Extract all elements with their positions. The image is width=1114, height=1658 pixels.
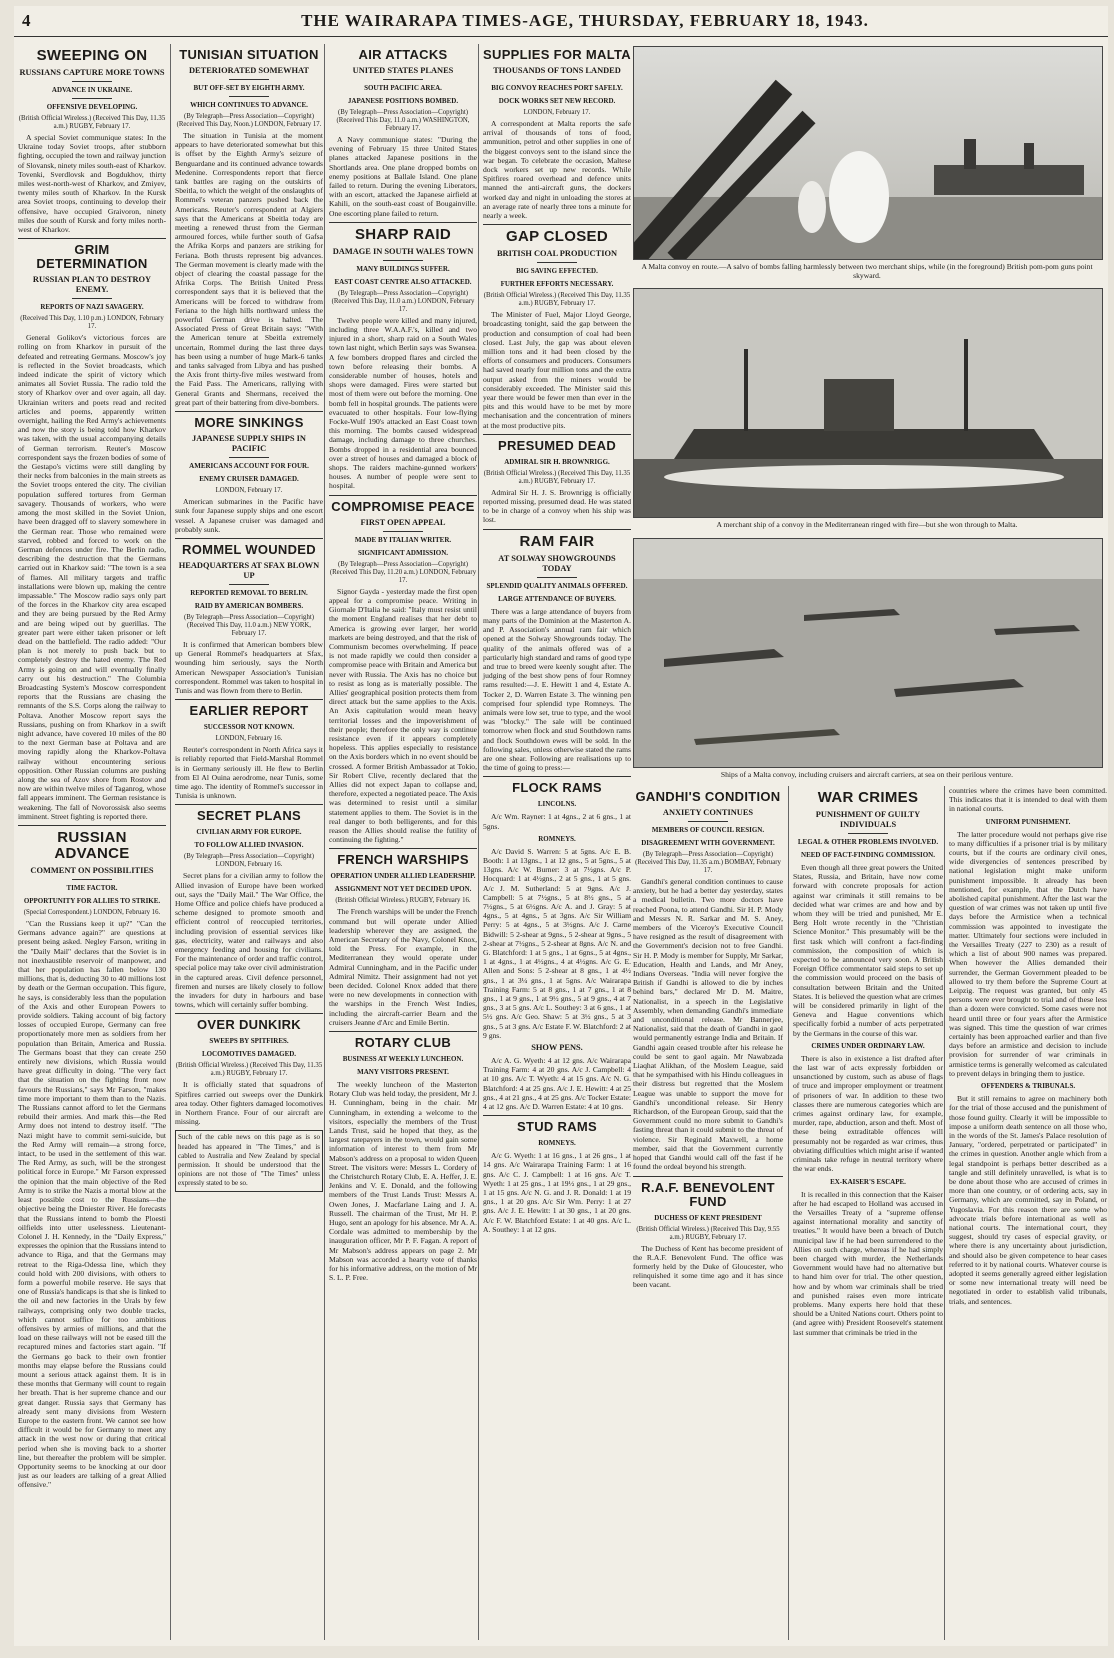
article-body: "Can the Russians keep it up?" "Can the Germans advance again?" are questions at present being asked. Negley Farson, writing in the "Daily Mail" declares that the Soviet is in not inexhaustible reservoir of manpower, and that her population has fallen below 130 millions, that is, deducting 30 to 40 millions lost by death or the German occupation. This figure, he says, is considerably less than the population of the Axis and other European Powers to provide soldiers. Taking account of big factory losses of occupied Europe, Germany can free proportionately more men as soldiers from her population than Britain, America and Russia. The Germans boast that they can create 250 entirely new divisions, which Russia would have great difficulty in doing. "The very fact that the situation on the fighting front now favours the Russians," says Mr Farson, "makes time more important to them than to the Nazis. The Russians cannot afford to let the Germans rebuild their armies. And mark this—the Red Army does not intend to destroy itself. "The Nazi might have to commit semi-suicide, but the Red Army will remain—a strong force, intact, to be used in the settlement of this war. The Red Army, as such, will be the strongest political force in Europe." Mr Farson expressed the opinion that the main objective of the Red Army is to strike the Nazis a mortal blow at the least possible cost to the Russians—the objective being the Dniester River. He forecasts that the Russians intend to bomb the Ploesti oilfields into utter uselessness. Lieutenant-Colonel J. H. Kennedy, in the "Daily Express," expresses the opinion that the Russians intend to advance to Riga, and that the Germans may retreat to the Riga-Odessa line, which they could hold with 200 divisions, with others to form a powerful mobile reserve. He says that one of Russia's handicaps is that she is linked to the oil and new factories in the Urals by few railways, comprising only two double tracks, which cannot suffice for too ambitious offensives by armies of millions, and that the load on these railways will not be eased till the recaptured mines and factories start again. "If the Germans go back to their own frontier months may elapse before the Russians could mount a serious attack against them. It is in these months that Germany will count to regain her breath. That is her supreme chance and our great danger. Russia says that Germany has already sent many divisions from Western Europe to the eastern front. We cannot see how difficult it would be for Germany to meet any attack in the west now or during that critical period when she is moving back to a shorter line, but thereafter the problem will be simpler. Opportunity seems to be knocking at our door just as our leaders are talking of a great Allied offensive." xyxy=(18,919,166,1490)
headline-flock-rams: FLOCK RAMS xyxy=(483,776,631,795)
subhead: WHICH CONTINUES TO ADVANCE. xyxy=(190,101,308,109)
subhead: OPPORTUNITY FOR ALLIES TO STRIKE. xyxy=(23,897,161,905)
photo-convoy-at-sea xyxy=(633,538,1103,768)
headline-gandhis-condition: GANDHI'S CONDITION xyxy=(635,789,781,804)
dateline: (By Telegraph—Press Association—Copyright) LONDON, February 16. xyxy=(183,853,315,869)
article-body: The weekly luncheon of the Masterton Rotary Club was held today, the president, Mr J. H. Cunningham, being in the chair. Mr Cunningham, in extending a welcome to the visitors, especially the members of the Trust Lands Trust, said he hoped that they, as the largest ratepayers in the town, would gain some information of interest to them from Mr Mabson's address on a proposal to widen Queen Street. The visitors were: Messrs L. Cordery of the Christchurch Rotary Club, E. A. Heffer, J. E. Jenkins and V. E. Donald, and the following members of the Trust Lands Trust: Messrs A. Owen Jones, J. Macfarlane Laing and J. A. Russell. The chairman of the Trust, Mr H. P. Hugo, sent an apology for his absence. Mr A. A. Cordale was admitted to membership by the inauguration officer, Mr P. F. Fagan. A report of Mr Mabson's address appears on page 2. Mr Mabson was accorded a hearty vote of thanks for his informative address, on the motion of Mr S. L. P. Free. xyxy=(329,1080,477,1283)
subhead: CRIMES UNDER ORDINARY LAW. xyxy=(811,1041,925,1050)
headline-earlier-report: EARLIER REPORT xyxy=(175,699,323,718)
article-body: Even though all three great powers the United States, Russia, and Britain, have now come forward with concrete proposals for action against war criminals it still remains to be decided what war crimes are and how and by whom they will be tried and punished, Mr E. Berg Holt wrote recently in the "Christian Science Monitor." This presumably will be the first task which will confront a fact-finding commission, the composition of which is expected to be announced very soon. A British Foreign Office commentator said steps to set up the commission would proceed on the basis of consultation between Britain and the United States. It is believed the question what are crimes will be considered primarily in light of the Geneva and Hague conventions which specifically forbid a number of acts perpetrated by the Germans in the course of this war. xyxy=(793,863,943,1038)
subhead: RAID BY AMERICAN BOMBERS. xyxy=(194,601,304,610)
column-6 xyxy=(788,786,943,1640)
column-7 xyxy=(944,786,1107,1640)
dateline: (British Official Wireless.) RUGBY, February 16. xyxy=(335,897,471,905)
subhead: ROMNEYS. xyxy=(538,834,576,843)
subhead: BIG CONVOY REACHES PORT SAFELY. xyxy=(491,84,623,92)
subhead: MEMBERS OF COUNCIL RESIGN. xyxy=(651,826,765,834)
headline-sharp-raid: SHARP RAID xyxy=(329,222,477,243)
subhead: RUSSIAN PLAN TO DESTROY ENEMY. xyxy=(32,275,152,295)
headline-secret-plans: SECRET PLANS xyxy=(175,804,323,823)
headline-air-attacks: AIR ATTACKS xyxy=(358,47,448,62)
article-body: A correspondent at Malta reports the safe arrival of thousands of tons of food, ammunition, petrol and other supplies in one of the biggest convoys sent to the island since the war began. To celebrate the occasion, Maltese dock workers set up new records. While Spitfires roared overhead and defence units manned the anti-aircraft guns, the dockers worked day and night in unloading the stores at an average rate of nearly three tons a minute for nearly a week. xyxy=(483,119,631,221)
article-body: countries where the crimes have been committed. This indicates that it is intended to deal with them in national courts. xyxy=(949,786,1107,814)
column-5 xyxy=(633,786,783,1640)
subhead: OPERATION UNDER ALLIED LEADERSHIP. xyxy=(330,872,476,881)
subhead: UNITED STATES PLANES xyxy=(352,66,454,75)
subhead: REPORTS OF NAZI SAVAGERY. xyxy=(40,303,144,312)
subhead: ADMIRAL SIR H. BROWNRIGG. xyxy=(504,457,610,466)
subhead: SPLENDID QUALITY ANIMALS OFFERED. xyxy=(486,581,628,590)
subhead: PUNISHMENT OF GUILTY INDIVIDUALS xyxy=(815,810,921,829)
subhead: ASSIGNMENT NOT YET DECIDED UPON. xyxy=(334,885,472,894)
article-body: The Minister of Fuel, Major Lloyd George, broadcasting tonight, said the gap between the production and consumption of coal had been closed. Last July, the gap was about eleven million tons and it had been closed by the efforts of consumers and producers. Consumers had saved nearly four million tons and the extra output asked from the miners would be considerably exceeded. The Minister said this year there would be fewer men than ever in the pits and this would have to be met by more mechanisation and the concentration of miners at the most productive pits. xyxy=(483,310,631,430)
subhead: JAPANESE POSITIONS BOMBED. xyxy=(347,97,459,105)
subhead: BIG SAVING EFFECTED. xyxy=(516,267,598,276)
article-body: American submarines in the Pacific have sunk four Japanese supply ships and one escort vessel. A Japanese cruiser was damaged and probably sunk. xyxy=(175,497,323,534)
subhead: FURTHER EFFORTS NECESSARY. xyxy=(500,280,614,289)
subhead: COMMENT ON POSSIBILITIES xyxy=(30,866,154,875)
subhead: DISAGREEMENT WITH GOVERNMENT. xyxy=(641,839,775,847)
sale-list: A/c G. Wyeth: 1 at 16 gns., 1 at 26 gns., 1 at 14 gns. A/c Wairarapa Training Farm: 1 at 16 gns. A/c C. J. Campbell: 1 at 16 gns. A/c T. Wyeth: 1 at 25 gns., 1 at 19½ gns., 1 at 29 gns., 1 at 15 gns. A/c N. G. and J. R. Donald: 1 at 19 gns., 1 at 20 gns. A/c Sir Wm. Perry: 1 at 27 gns. A/c J. E. Hewitt: 1 at 30 gns., 1 at 20 gns. A/c F. W. Blatchford Estate: 1 at 40 gns. A/c L. A. Southey: 1 at 12 gns. xyxy=(483,1151,631,1234)
dateline: (British Official Wireless.) (Received This Day, 11.35 a.m.) RUGBY, February 17. xyxy=(18,115,166,130)
subhead: SIGNIFICANT ADMISSION. xyxy=(357,548,449,557)
subhead: MANY VISITORS PRESENT. xyxy=(357,1068,449,1077)
article-body: Admiral Sir H. J. S. Brownrigg is officially reported missing, presumed dead. He was stated to be in charge of a convoy when his ship was lost. xyxy=(483,487,631,525)
dateline: (By Telegraph—Press Association—Copyright) (Received This Day, 11.35 a.m.) BOMBAY, February 17. xyxy=(635,851,781,874)
article-body: There was a large attendance of buyers from many parts of the Dominion at the Masterton A. and P. Association's annual ram fair which opened at the Solway Showgrounds today. The quality of the animals offered was of a particularly high standard and rams of good type and true to breed were keenly sought after. The judging of the best show pens of four Romney rams resulted:—J. E. Hewitt 1 and 4, Estate A. Tocker 2, D. Warren Estate 3. The winning pen comprised four splendid type Romneys. The animals were low set, true to type, and the wool was "blocky." The sale will be continued tomorrow when flock and stud Southdown rams and flock Southdown ewes will be sold. In the following sales, unless otherwise stated the rams are one shear. Following are realisations up to the time of going to press:— xyxy=(483,606,631,773)
article-body: General Golikov's victorious forces are rolling on from Kharkov in pursuit of the defeated and retreating Germans. Moscow's joy is reflected in the Soviet broadcasts, which indeed indicate the spirit of victory which animates all Soviet Russia. The radio told the story of Kharkov over and over again, all day. Ukrainian writers and poets read and recited articles and poems, apparently written overnight, hailing the Red Army's achievements and now the story is being told how Kharkov was taken, with the usual accompanying details of German terrorism. Reuter's Moscow correspondent says the frozen bodies of some of the Gestapo's victims were still dangling by their necks from balconies in the main streets as the Soviet troops entered the city. The civilian population suffered tortures from German savagery. Thousands of workers, who were among the most skilled in the Soviet Union, have been dragged off to slavery somewhere in the German rear. Those who remained were starved, robbed and forced to work on the German defences under fire. The Berlin radio, describing the destruction that the Germans carried out in Kharkov said: "The town is a sea of flames. All military targets and traffic installations were blown up, making the centre impassable." The Moscow radio says only part of the forces in the Kharkov city area escaped and they are being pursued by the Red Army and are being wiped out by guerillas. The greater part were either taken prisoner or left dead on the battlefield. The radio added: "Our plan is not merely to push back but to completely destroy the hated enemy. The Red Army is going on and will eventually finally carry out his destruction." The Columbia Broadcasting System's Moscow correspondent reports that the Russians are chasing the remnants of the S.S. Corps along the railway to Poltava. Another Moscow report says the Russians, pushing on from Kharkov in a swift night advance, have covered 10 miles of the 80 to the next German base at Poltava and are moving rapidly along the Kharkov-Poltava railway without encountering serious opposition. Other Russian columns are pushing along the sea of Azov shore from Rostov and now are within twelve miles of Taganrog, whose fall appears imminent. The German resistance is weakening. The fall of Novorossisk also seems imminent. Street fighting is reported there. xyxy=(18,333,166,821)
sale-list: A/c Wm. Rayner: 1 at 4gns., 2 at 6 gns., 1 at 5gns. xyxy=(483,812,631,831)
subhead: BRITISH COAL PRODUCTION xyxy=(496,249,618,259)
headline-grim-determination: GRIM DETERMINATION xyxy=(18,238,166,271)
dateline: LONDON, February 17. xyxy=(215,487,283,495)
subhead: NEED OF FACT-FINDING COMMISSION. xyxy=(801,851,935,859)
dateline: (By Telegraph—Press Association—Copyright) (Received This Day, 11.0 a.m.) WASHINGTON, February 17. xyxy=(336,109,470,132)
subhead: RUSSIANS CAPTURE MORE TOWNS xyxy=(19,68,165,77)
headline-stud-rams: STUD RAMS xyxy=(483,1115,631,1134)
headline-tunisian-situation: TUNISIAN SITUATION xyxy=(179,47,319,62)
subhead: DAMAGE IN SOUTH WALES TOWN xyxy=(332,246,474,256)
subhead: UNIFORM PUNISHMENT. xyxy=(985,817,1071,826)
photo-caption: A Malta convoy en route.—A salvo of bombs falling harmlessly between two merchant ships, while (in the foreground) British pom-pom guns point skyward. xyxy=(641,262,1093,280)
dateline: (British Official Wireless.) (Received This Day, 11.35 a.m.) RUGBY, February 17. xyxy=(483,292,631,308)
article-body: The Duchess of Kent has become president of the R.A.F. Benevolent Fund. The office was formerly held by the Duke of Gloucester, who relinquished it some time ago and it has since been vacant. xyxy=(633,1243,783,1290)
article-body: The French warships will be under the French command but will operate under Allied leadership wherever they are assigned, the American Secretary of the Navy, Colonel Knox, told the Press. For example, in the Mediterranean they would operate under Admiral Cunningham, and in the Pacific under Admiral Nimitz. Their assignment had not yet been decided. Colonel Knox added that there were no new developments in connection with the warships in the French West Indies, including the aircraft-carrier Bearn and the cruisers Jeanne d'Arc and Emile Bertin. xyxy=(329,907,477,1027)
sale-list: A/c A. G. Wyeth: 4 at 12 gns. A/c Wairarapa Training Farm: 4 at 20 gns. A/c J. Campbell: 4 at 10 gns. A/c T. Wyeth: 4 at 15 gns. A/c N. G. Blatchford: 4 at 25 gns. A/c J. E. Hewitt: 4 at 25 gns., 4 at 21 gns., 4 at 25 gns. A/c Tocker Estate: 4 at 12 gns. A/c D. Warren Estate: 4 at 10 gns. xyxy=(483,1056,631,1112)
headline-war-crimes: WAR CRIMES xyxy=(817,789,919,806)
subhead: LARGE ATTENDANCE OF BUYERS. xyxy=(498,594,616,603)
dateline: (Received This Day, 1.10 p.m.) LONDON, February 17. xyxy=(20,315,164,331)
column-1 xyxy=(18,44,166,1640)
photo-merchant-ship-fire xyxy=(633,288,1103,518)
subhead: CIVILIAN ARMY FOR EUROPE. xyxy=(196,828,302,837)
newspaper-title: THE WAIRARAPA TIMES-AGE, THURSDAY, FEBRUARY 18, 1943. xyxy=(301,11,869,30)
headline-russian-advance: RUSSIAN ADVANCE xyxy=(18,825,166,862)
subhead: TIME FACTOR. xyxy=(66,884,118,892)
article-body: It is officially stated that squadrons of Spitfires carried out sweeps over the Dunkirk area today. Other fighters damaged locomotives in Northern France. Four of our aircraft are missing. xyxy=(175,1080,323,1127)
headline-supplies-for-malta: SUPPLIES FOR MALTA xyxy=(483,47,631,62)
dateline: (By Telegraph—Press Association—Copyright) (Received This Day, 11.0 a.m.) NEW YORK, February 17. xyxy=(183,613,315,637)
masthead xyxy=(14,6,1108,37)
article-body: But it still remains to agree on machinery both for the trial of those accused and the punishment of those found guilty. Clearly it will be impossible to impose a uniform death sentence on all those who, in the words of the St. James's Palace resolution of January, "ordered, perpetrated or participated" in the crimes in question. Another angle which from a legal standpoint is perhaps better described as a tangle and still definitely unravelled, is what is to be done about those who are accused of crimes in more than one country, or of ordering acts, say in Germany, which are committed, say in Poland, or Yugoslavia. For this reason there are some who advocate trials before international as well as national courts. The international court, they suggest, should try cases of especial gravity, or where there is any uncertainty about jurisdiction, and should also be given competence to hear cases referred to it by national courts. Whatever course is adopted it seems generally agreed either legislation or some new international treaty will need be negotiated in order to establish valid tribunals, trials, and sentences. xyxy=(949,1094,1107,1306)
subhead: AT SOLWAY SHOWGROUNDS TODAY xyxy=(498,553,616,573)
article-body: Gandhi's general condition continues to cause anxiety, but he had a better day yesterday, states a medical bulletin. Two more doctors have reached Poona, to attend Gandhi. Sir H. P. Mody and Messrs N. R. Sarkar and M. S. Aney, members of the Viceroy's Executive Council have resigned as the result of disagreement with the Government's decision not to free Gandhi. Sir H. P. Mody is member for Supply, Mr Sarkar, Education, Health and Lands, and Mr Aney, Indians Overseas. "India will never forgive the British if Gandhi is allowed to die by inches behind bars," declared Mr D. M. Maitre, Nationalist, in a speech in the Legislative Assembly, when demanding Gandhi's immediate and unconditional release. Mr Bannerjee, Nationalist, said that the death of Gandhi in gaol would permanently estrange India and Britain. If Gandhi again ceased trouble after his release he could be sent to gaol again. Mr Nawabzada Liaqhat Alikhan, of the Moslem League, said that he sympathised with his Hindu colleagues in their distress but regretted that the Moslem League was unable to support the move for Gandhi's unconditional release. Sir Henry Richardson, of the European Group, said that the Government could no more submit to Gandhi's fasting threat than it could submit to the threat of violence. Sir Reginald Maxwell, a home member, said that the Government currently hoped that Gandhi would call off the fast if he found the ordeal beyond his strength. xyxy=(633,877,783,1172)
headline-gap-closed: GAP CLOSED xyxy=(483,224,631,245)
subhead: OFFENSIVE DEVELOPING. xyxy=(46,103,138,111)
subhead: DETERIORATED SOMEWHAT xyxy=(189,66,309,75)
dateline: (Special Correspondent.) LONDON, February 16. xyxy=(23,909,161,916)
dateline: LONDON, February 16. xyxy=(215,735,283,743)
column-3 xyxy=(324,44,477,1640)
article-body: Twelve people were killed and many injured, including three W.A.A.F.'s, killed and two injured in a short, sharp raid on a South Wales town last night, which Berlin says was Swansea. A few bombers dropped flares and circled the town before releasing their bombs. A considerable number of houses, hotels and shops were damaged. Fires were started but most of them were out before the morning. One bomb fell in hospital grounds. The patients were evacuated to other hospitals. Four low-flying Focke-Wulf 190's attacked an East Coast town this morning. The bombs caused widespread damage, including damage to three churches. Bombs dropped in a residential area bounced over a street of houses and damaged a block of shops. The raiders machine-gunned workers' houses. A number of people were sent to hospital. xyxy=(329,315,477,491)
headline-rotary-club: ROTARY CLUB xyxy=(329,1031,477,1050)
subhead: BUSINESS AT WEEKLY LUNCHEON. xyxy=(342,1055,464,1064)
dateline: (British Official Wireless.) (Received This Day, 11.35 a.m.) RUGBY, February 17. xyxy=(175,1062,323,1078)
dateline: (British Official Wireless.) (Received This Day, 11.35 a.m.) RUGBY, February 17. xyxy=(483,469,631,485)
headline-presumed-dead: PRESUMED DEAD xyxy=(483,434,631,453)
dateline: (By Telegraph—Press Association—Copyright) (Received This Day, 11.20 a.m.) LONDON, February 17. xyxy=(329,560,477,584)
newspaper-page xyxy=(14,6,1108,1646)
subhead: TO FOLLOW ALLIED INVASION. xyxy=(194,841,304,850)
article-body: A Navy communique states: "During the evening of February 15 three United States planes attacked Japanese positions in the Shortlands area. One plane dropped bombs on enemy positions at Ballale Island. One plane failed to return. During the evening Liberators, with an escort, attacked the Japanese airfield at Kahili, on the south-east coast of Bougainville. One escorting plane failed to return. xyxy=(329,135,477,218)
article-body: It is confirmed that American bombers blew up General Rommel's headquarters at Sfax, wounding him seriously, says the North American Newspaper Association's Tunisian correspondent. Rommel was taken to hospital in Tunis and was flown from there to Berlin. xyxy=(175,639,323,695)
subhead: MADE BY ITALIAN WRITER. xyxy=(354,535,452,544)
headline-sweeping-on: SWEEPING ON xyxy=(36,47,148,64)
subhead: AMERICANS ACCOUNT FOR FOUR. xyxy=(189,462,309,471)
subhead: SOUTH PACIFIC AREA. xyxy=(364,84,442,92)
times-cable-note: Such of the cable news on this page as is so headed has appeared in "The Times," and is cabled to Australia and New Zealand by special permission. It should be understood that the opinions are not those of "The Times" unless expressly stated to be so. xyxy=(175,1130,323,1191)
dateline: (By Telegraph—Press Association—Copyright) (Received This Day, 11.0 a.m.) LONDON, February 17. xyxy=(331,289,475,313)
subhead: OFFENDERS & TRIBUNALS. xyxy=(980,1082,1076,1091)
article-body: Reuter's correspondent in North Africa says it is reliably reported that Field-Marshal Rommel is in Germany seriously ill. He flew to Berlin from El Al Ouina aerodrome, near Tunis, some time ago. The identity of Rommel's successor in Tunisia is unknown. xyxy=(175,745,323,801)
article-body: There is also in existence a list drafted after the last war of acts expressly forbidden or unsanctioned by custom, such as abuse of flags of truce and improper employment or treatment of prisoners of war. In addition to these two classes there are numerous categories which are crimes against ordinary law, for example, murder, rape, abduction, arson and theft. Most of these being extraditable offences will presumably not be regarded as war crimes, thus obviating difficulties which might arise if wanted criminals take refuge in neutral territory where the war ends. xyxy=(793,1053,943,1174)
page-number: 4 xyxy=(22,11,31,30)
subhead: ANXIETY CONTINUES xyxy=(662,808,754,817)
headline-raf-benevolent-fund: R.A.F. BENEVOLENT FUND xyxy=(633,1176,783,1209)
subhead: FIRST OPEN APPEAL xyxy=(360,517,446,527)
subhead: LEGAL & OTHER PROBLEMS INVOLVED. xyxy=(797,838,939,846)
column-4 xyxy=(478,44,631,1640)
headline-more-sinkings: MORE SINKINGS xyxy=(175,411,323,430)
subhead: SWEEPS BY SPITFIRES. xyxy=(209,1037,289,1046)
sale-list: A/c David S. Warren: 5 at 5gns. A/c E. B. Booth: 1 at 13gns., 1 at 12 gns., 5 at 5gns., 5 at 13gns. A/c W. Burner: 3 at 7½gns. A/c P. Hocquard: 1 at 4½gns., 2 at 5 gns., 1 at 5 gns. A/c J. M. Sutherland: 5 at 9gns. A/c J. Campbell: 5 at 7½gns., 5 at 8½ gns., 5 at 7½gns., 5 at 6½gns. A/c A. and J. Gray: 5 at 4gns., 5 at 4gns., 5 at 3gns. A/c Sir William Perry: 5 at 4gns., 5 at 3½gns. A/c J. Carne Bidwill: 5 2-shear at 9gns., 5 2-shear at 9gns., 5 2-shear at 7½gns., 5 2-shear at 8gns. A/c N. and G. Blatchford: 1 at 5 gns., 1 at 6gns., 5 at 4gns., 1 at 4gns., 1 at 4½gns., 4 at 4½gns. A/c G. E. Allen and Sons: 5 2-shear at 8 gns., 1 at 4½ gns., 1 at 3¼ gns., 1 at 5gns. A/c Wairarapa Training Farm: 5 at 8 gns., 1 at 7 gns., 1 at 8 gns., 1 at 9 gns., 1 at 9½ gns., 5 at 9 gns., 4 at 7 gns., 3 at 5 gns. A/c L. Southey: 3 at 6 gns., 1 at 5½ gns. A/c Geo. Shaw: 5 at 3½ gns., 5 at 3 gns., 5 at 3 gns. A/c Estate F. W. Blatchford: 2 at 9 gns. xyxy=(483,846,631,1040)
column-2 xyxy=(170,44,323,1640)
subhead: BUT OFF-SET BY EIGHTH ARMY. xyxy=(193,84,305,92)
article-body: A special Soviet communique states: In the Ukraine today Soviet troops, after stubborn fighting, occupied the town and railway junction of Slovansk, ninety miles south-east of Kharkov. Tovenki, Sverdlovsk and Bogdukhov, thirty miles west-north-west of Kharkov, and Zmiyev, twenty miles south of Kharkov. In the Kursk area Soviet troops, continuing to develop their offensive, have occupied Graivoron, ninety miles due south of Kursk and forty miles north-west of Kharkov. xyxy=(18,133,166,235)
article-body: Signor Gayda - yesterday made the first open appeal for a compromise peace. Writing in Giornale D'Italia he said: "Italy must resist until the moment England realises that her debt to America is growing ever larger, her world markets are being destroyed, and that the risk of Communism becomes overwhelming. If peace is not made rapidly we could then consider a compromise peace with Britain and America but never with Russia. The Axis has no choice but to resist as long as is materially possible. The Allies' geographical position protects them from direct attack but the same applies to the Axis. An Axis capitulation would mean heavy territorial losses and the impoverishment of their people; therefore the only way is continue resistance even if it appears completely hopeless. This applies especially to resistance on the Axis borders which in no event should be crossed. A former British Ambassador at Tokio, Sir Robert Clive, recently declared that the Allies did not expect Japan to collapse and, therefore, expected a negotiated peace. The Axis was determined to resist until a similar statement applies to them. The Soviet is in the real danger to both belligerents, and for this reason the Allies should realise the futility of continuing the fighting." xyxy=(329,586,477,845)
subhead: LOCOMOTIVES DAMAGED. xyxy=(201,1050,297,1059)
photo-caption: A merchant ship of a convoy in the Mediterranean ringed with fire—but she won through to Malta. xyxy=(716,520,1018,529)
subhead: REPORTED REMOVAL TO BERLIN. xyxy=(190,588,308,597)
subhead: SUCCESSOR NOT KNOWN. xyxy=(203,723,295,732)
headline-french-warships: FRENCH WARSHIPS xyxy=(329,848,477,867)
article-body: The latter procedure would not perhaps give rise to many difficulties if a prisoner trial is by military courts, but if the courts are ordinary civil ones, wide divergencies of sentences prescribed by national legislation might make uniform punishment impossible. It already has been mentioned, for example, that the Dutch have abolished capital punishment. After the last war the question of war crimes was not taken up until five days before the Armistice when a technical commission was appointed to investigate the matter. Ultimately four sections were included in the Versailles Treaty (227 to 230) as a result of which a list of about 900 names was prepared. When however the Allies demanded their surrender, the German Government pleaded to be allowed to try them before the Supreme Court at Leipzig. The request was granted, but only 45 persons were ever brought to trial and of these less than a dozen were convicted. Some cases were not heard until three or four years after the Armistice was signed. This time the question of war crimes certainly has been approached earlier and than five days before an armistice and decision to include provision for surrender of war criminals in armistice terms is generally welcomed as calculated to prevent delays in bringing them to justice. xyxy=(949,829,1107,1078)
dateline: LONDON, February 17. xyxy=(523,109,591,116)
subhead: EX-KAISER'S ESCAPE. xyxy=(830,1177,906,1186)
subhead: JAPANESE SUPPLY SHIPS IN PACIFIC xyxy=(192,434,306,454)
subhead: ENEMY CRUISER DAMAGED. xyxy=(199,475,299,484)
dateline: (British Official Wireless.) (Received This Day, 9.55 a.m.) RUGBY, February 17. xyxy=(636,1225,780,1241)
subhead: MANY BUILDINGS SUFFER. xyxy=(356,264,450,273)
subhead: ADVANCE IN UKRAINE. xyxy=(51,86,133,94)
photo-malta-convoy-bombs xyxy=(633,46,1103,260)
subhead: HEADQUARTERS AT SFAX BLOWN UP xyxy=(178,560,320,580)
headline-rommel-wounded: ROMMEL WOUNDED xyxy=(175,538,323,557)
headline-over-dunkirk: OVER DUNKIRK xyxy=(175,1013,323,1032)
article-body: The situation in Tunisia at the moment appears to have deteriorated somewhat but this is offset by the Eighth Army's seizure of Benguardane and its continued advance towards Medenine. Correspondents report that fierce tank battles are raging on the outskirts of Sbeitla, to which the weight of the onslaughts of Rommel's veteran panzers pushed back the Americans. Reuter's correspondent at Algiers says that the Americans at Sbeitla today are meeting a renewed thrust from the German armoured forces, while further south of Gafsa the Afrika Korps and panzers are striking for Feriana. Both thrusts represent big advances. The German movement is clearly made with the object of clearing the coastal passage for the Afrika Corps. The British United Press correspondent says that it is believed that the Americans will be forced to withdraw from Feriana to the high hills northward unless the powerful German drive is halted. The Associated Press of Great Britain says: "With the American tenure at Sbeitla extremely uncertain, Rommel during the last three days has been using a number of huge Mark-6 tanks and tanks salvaged from Libya and has pushed the Axis front thirty-five miles westward from the Faid Pass. The Americans, rallying with General Grants and Shermans, received the great part of their battering from dive-bombers. xyxy=(175,131,323,407)
headline-compromise-peace: COMPROMISE PEACE xyxy=(329,495,477,514)
dateline: (By Telegraph—Press Association—Copyright) (Received This Day, Noon.) LONDON, February 17. xyxy=(176,113,322,128)
photo-caption: Ships of a Malta convoy, including cruisers and aircraft carriers, at sea on their perilous venture. xyxy=(720,770,1014,779)
subhead: LINCOLNS. xyxy=(537,800,577,809)
subhead: THOUSANDS OF TONS LANDED xyxy=(493,66,621,75)
article-body: Secret plans for a civilian army to follow the Allied invasion of Europe have been worked out, says the "Daily Mail." The War Office, the Home Office and police chiefs have produced a scheme designed to promote smooth and efficient control of reoccupied territories, including provision of essential services like gas, electricity, water and railways and also emergency feeding and housing for civilians. For the maintenance of order and traffic control, special police may take over civil administration in the captured areas. Civil defence personnel, firemen and nurses are likely closely to follow the invaders for duty in harbours and base towns, which will certainly suffer bombing. xyxy=(175,871,323,1010)
subhead: EAST COAST CENTRE ALSO ATTACKED. xyxy=(334,277,472,286)
subhead: DOCK WORKS SET NEW RECORD. xyxy=(498,97,616,105)
headline-ram-fair: RAM FAIR xyxy=(483,529,631,550)
article-body: It is recalled in this connection that the Kaiser after he had escaped to Holland was accused in the Versailles Treaty of a "supreme offense against international morality and sanctity of treaties." It would have been a breach of Dutch municipal law if he had been surrendered to the Allies on such charge, whereas if he had simply been charged with murder, the Netherlands Government would have had no alternative but to hand him over for trial. The other question, how and by whom war criminals shall be tried and punished raises even more intricate problems. Many experts here hold that these should be a United Nations court. Others point to (and agree with) President Roosevelt's statement last summer that criminals be tried in the xyxy=(793,1189,943,1337)
subhead: ROMNEYS. xyxy=(538,1139,576,1148)
subhead-show-pens: SHOW PENS. xyxy=(531,1043,583,1053)
subhead: DUCHESS OF KENT PRESIDENT xyxy=(654,1213,762,1222)
